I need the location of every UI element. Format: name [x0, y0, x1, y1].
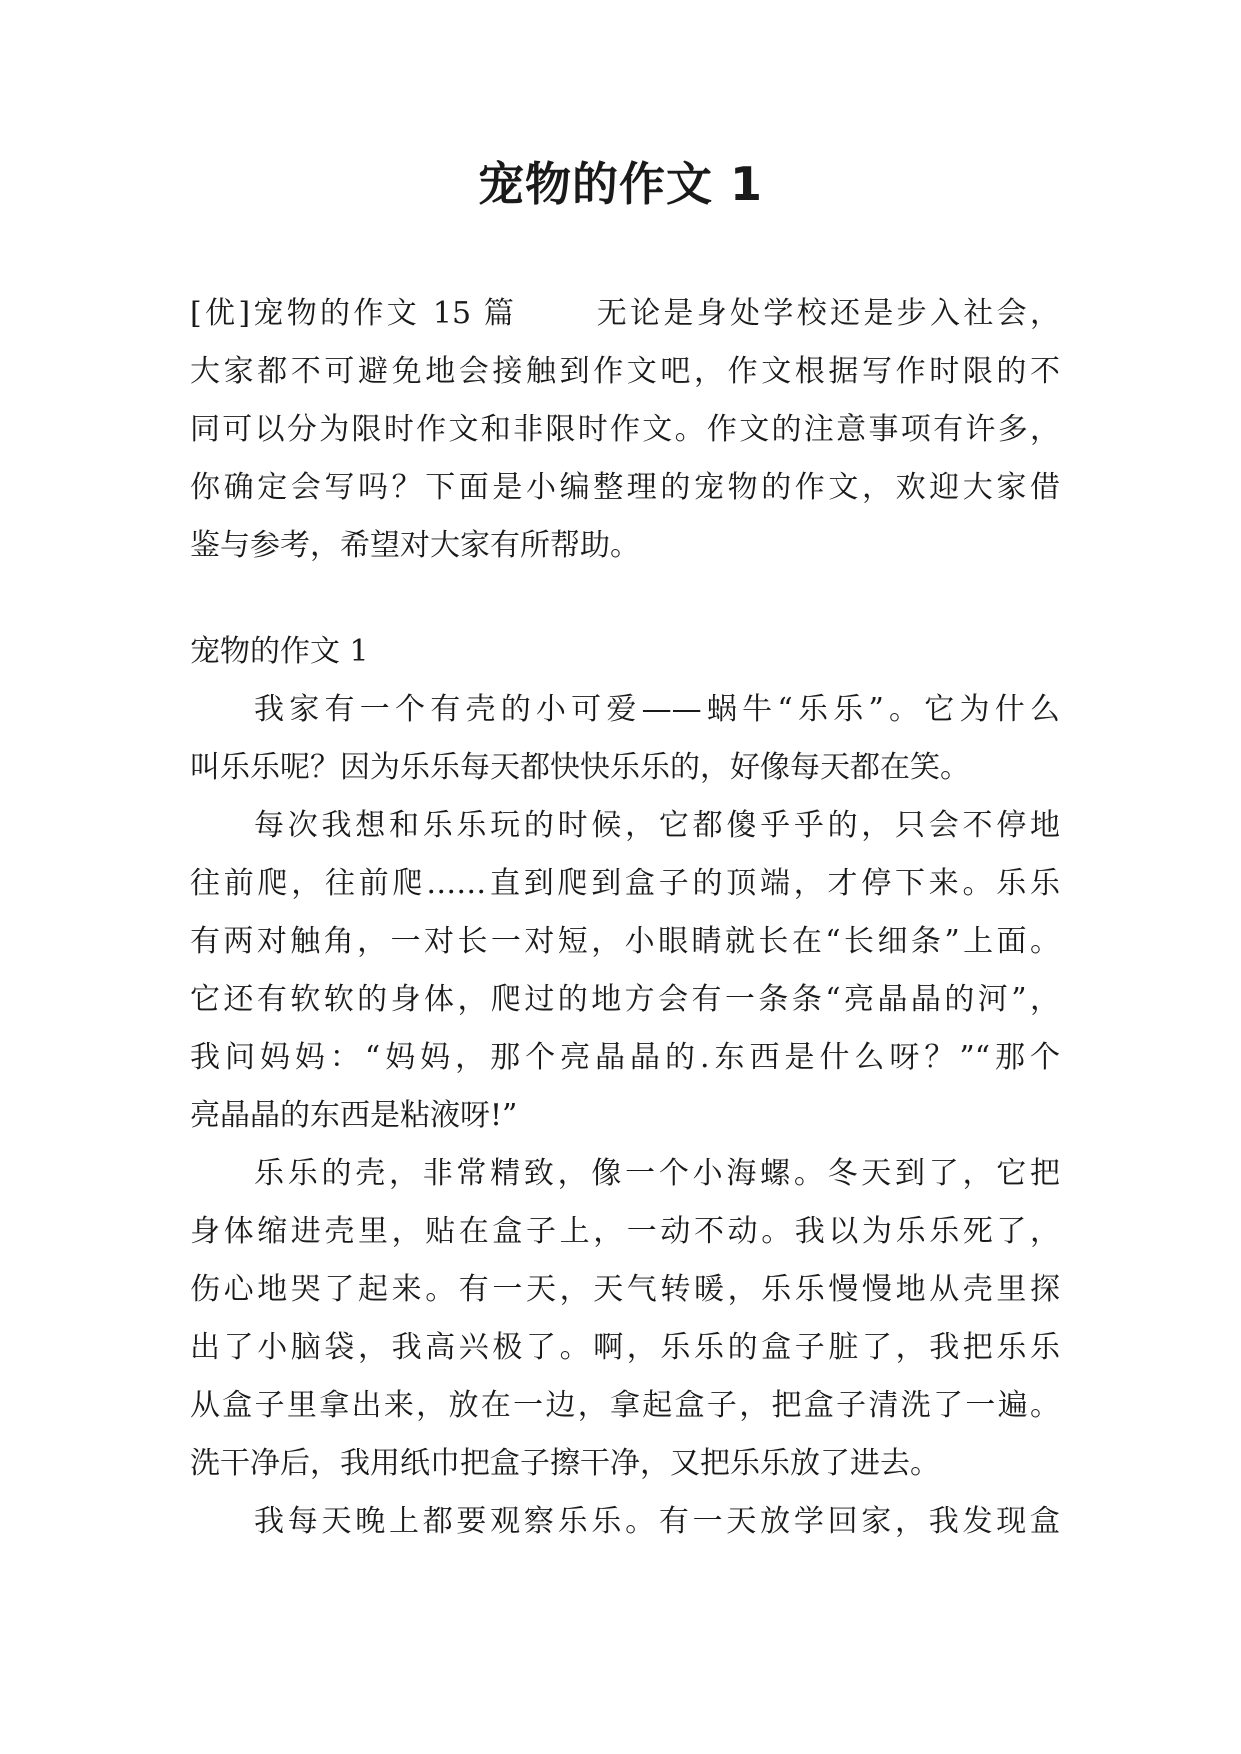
section-gap	[190, 575, 1060, 623]
paragraph-line: 从盒子里拿出来，放在一边，拿起盒子，把盒子清洗了一遍。	[190, 1388, 1060, 1423]
paragraph-line: 出了小脑袋，我高兴极了。啊，乐乐的盒子脏了，我把乐乐	[190, 1330, 1060, 1365]
intro-line: [优]宠物的作文 15 篇 无论是身处学校还是步入社会，	[190, 296, 1060, 331]
paragraph-line: 它还有软软的身体，爬过的地方会有一条条“亮晶晶的河”，	[190, 982, 1060, 1017]
paragraph	[190, 681, 1060, 797]
paragraph-line: 我家有一个有壳的小可爱——蜗牛“乐乐”。它为什么	[254, 692, 1060, 727]
paragraph-line: 洗干净后，我用纸巾把盒子擦干净，又把乐乐放了进去。	[190, 1446, 940, 1481]
paragraph-line: 身体缩进壳里，贴在盒子上，一动不动。我以为乐乐死了，	[190, 1214, 1060, 1249]
intro-paragraph	[190, 285, 1060, 575]
paragraph-line: 我问妈妈：“妈妈，那个亮晶晶的.东西是什么呀？”“那个	[190, 1040, 1060, 1075]
intro-line: 大家都不可避免地会接触到作文吧，作文根据写作时限的不	[190, 354, 1060, 389]
document-body	[190, 285, 1060, 1551]
document-title: 宠物的作文 1	[477, 157, 764, 211]
section-heading: 宠物的作文 1	[190, 634, 369, 669]
paragraph-line: 我每天晚上都要观察乐乐。有一天放学回家，我发现盒	[254, 1504, 1060, 1539]
paragraph-line: 每次我想和乐乐玩的时候，它都傻乎乎的，只会不停地	[254, 808, 1060, 843]
paragraph-line: 有两对触角，一对长一对短，小眼睛就长在“长细条”上面。	[190, 924, 1060, 959]
intro-line: 你确定会写吗？下面是小编整理的宠物的作文，欢迎大家借	[190, 470, 1060, 505]
paragraph	[190, 797, 1060, 1145]
paragraph-line: 亮晶晶的东西是粘液呀!”	[190, 1098, 518, 1133]
paragraph	[190, 1145, 1060, 1493]
intro-line: 鉴与参考，希望对大家有所帮助。	[190, 528, 640, 563]
paragraph-line: 乐乐的壳，非常精致，像一个小海螺。冬天到了，它把	[254, 1156, 1060, 1191]
paragraph-line: 伤心地哭了起来。有一天，天气转暖，乐乐慢慢地从壳里探	[190, 1272, 1060, 1307]
intro-line: 同可以分为限时作文和非限时作文。作文的注意事项有许多，	[190, 412, 1060, 447]
paragraph-line: 往前爬，往前爬……直到爬到盒子的顶端，才停下来。乐乐	[190, 866, 1060, 901]
paragraph-line: 叫乐乐呢？因为乐乐每天都快快乐乐的，好像每天都在笑。	[190, 750, 970, 785]
paragraph	[190, 1493, 1060, 1551]
